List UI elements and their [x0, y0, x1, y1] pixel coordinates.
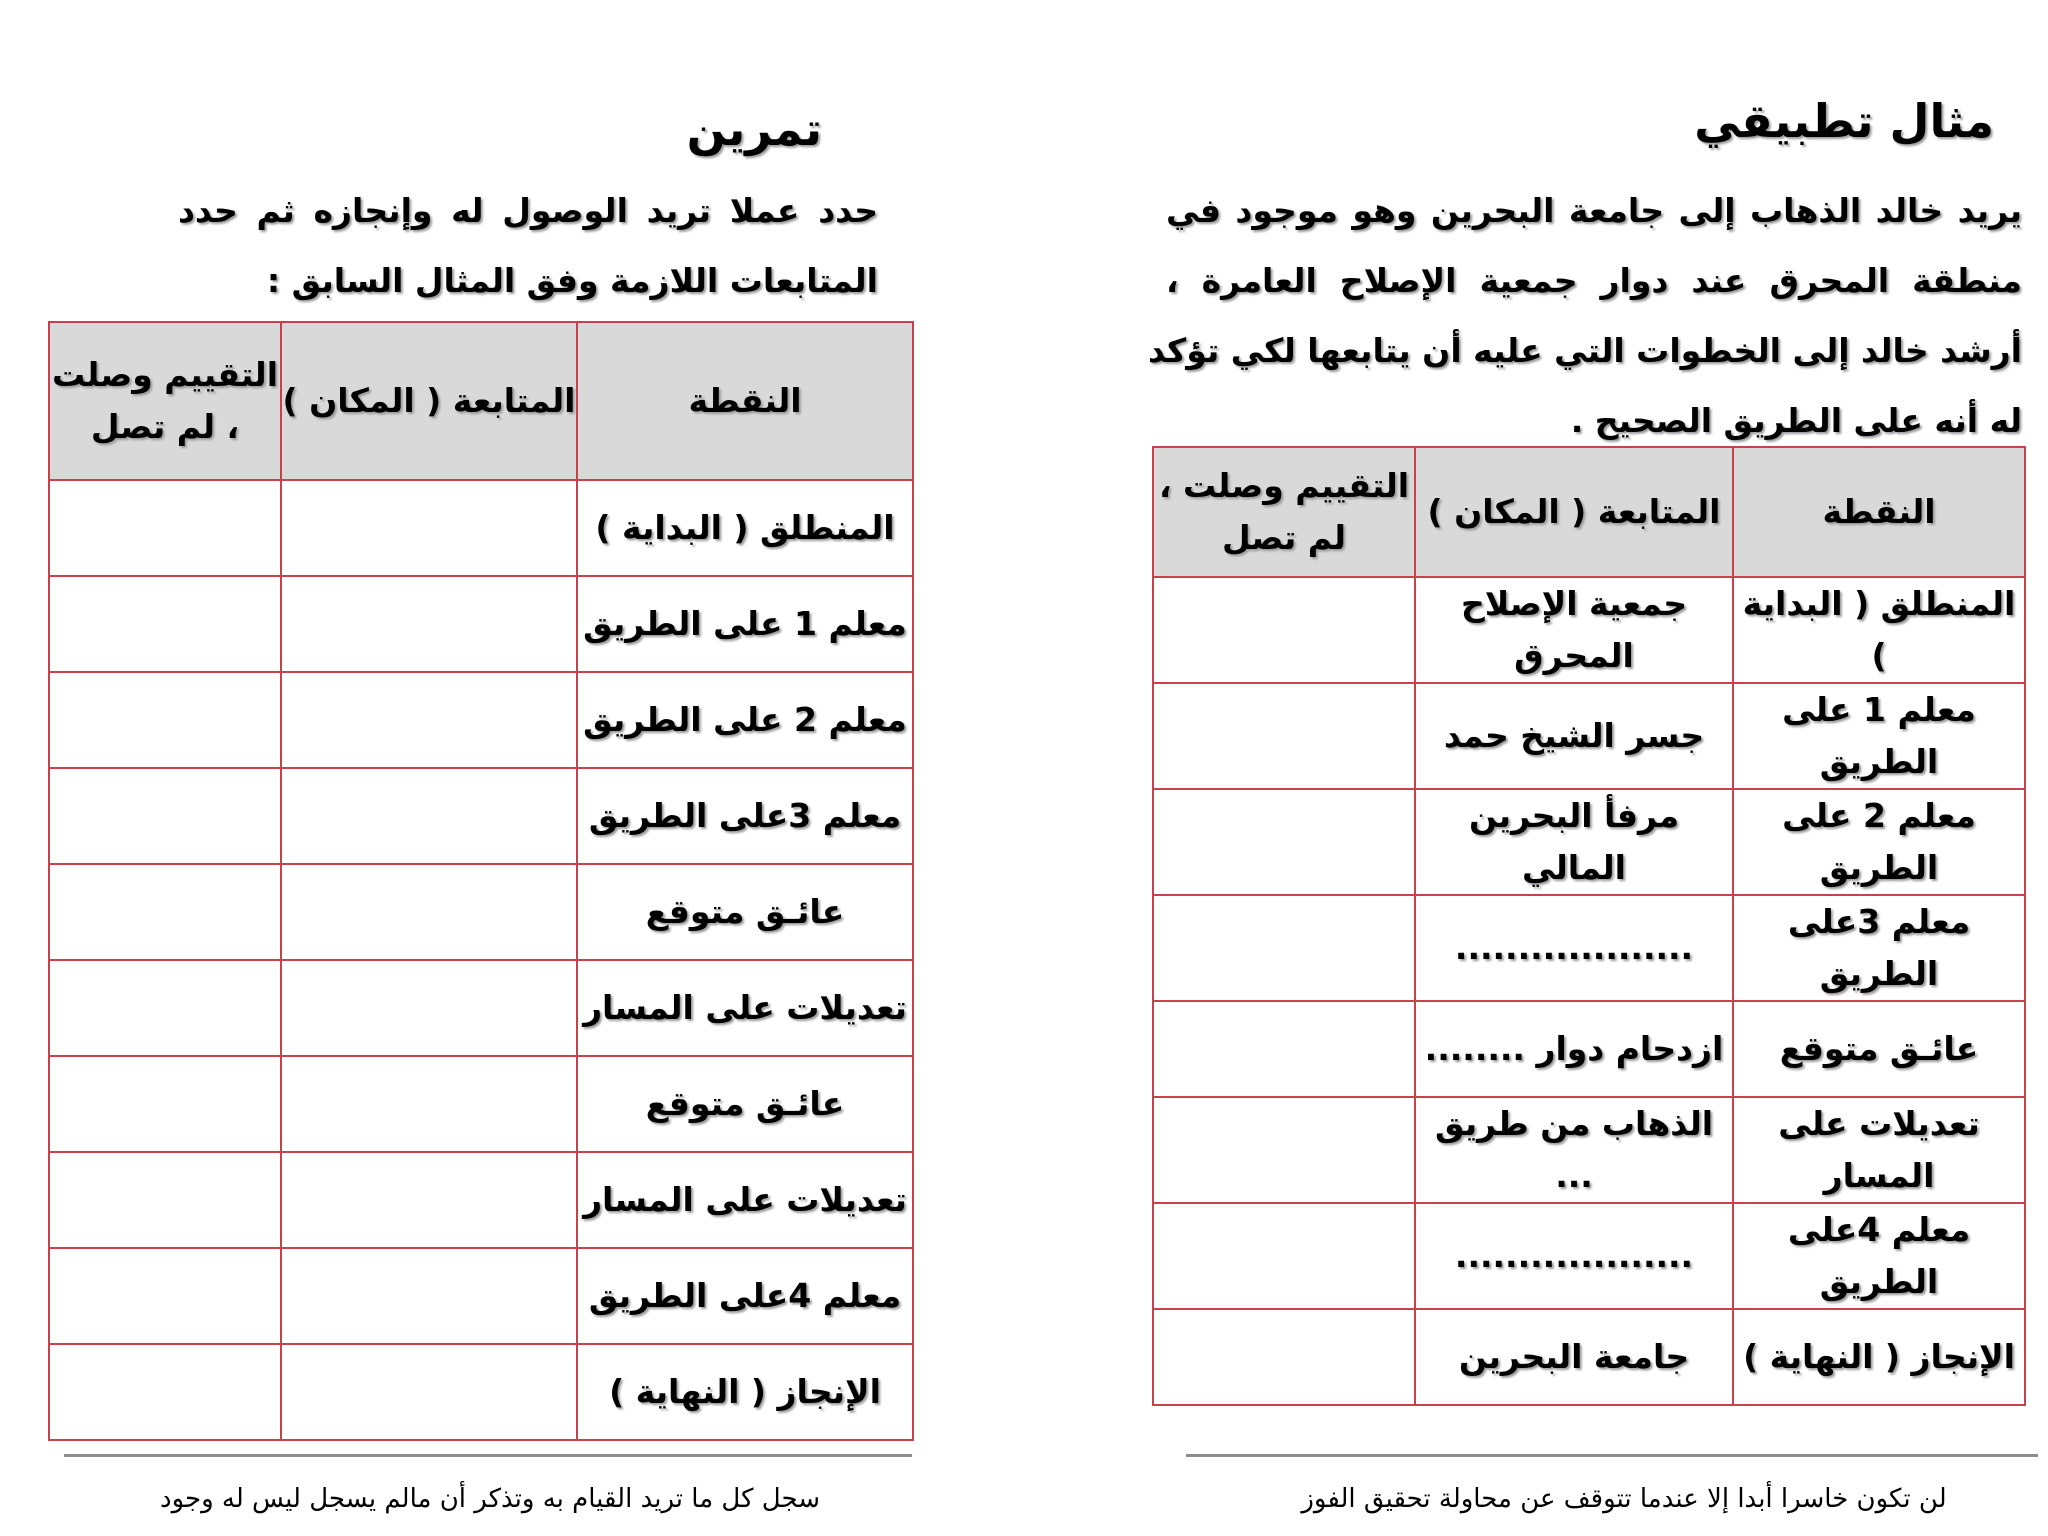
table-row [49, 480, 913, 576]
table-row [1153, 1309, 2025, 1405]
example-title: مثال تطبيقي [1694, 94, 1994, 148]
example-table [1152, 446, 2026, 1406]
table-row [49, 1056, 913, 1152]
cell-followup-input[interactable] [281, 960, 577, 1056]
table-row [49, 576, 913, 672]
cell-evaluation-input[interactable] [49, 672, 281, 768]
cell-followup: الذهاب من طريق ... [1415, 1097, 1733, 1203]
example-page [1024, 0, 2048, 1536]
cell-point: معلم 3على الطريق [577, 768, 913, 864]
cell-followup: جسر الشيخ حمد [1415, 683, 1733, 789]
table-row [1153, 789, 2025, 895]
cell-point: تعديلات على المسار [1733, 1097, 2025, 1203]
cell-point: معلم 1 على الطريق [577, 576, 913, 672]
cell-point: عائـق متوقع [1733, 1001, 2025, 1097]
cell-evaluation-input[interactable] [49, 1248, 281, 1344]
cell-followup: ازدحام دوار ........ [1415, 1001, 1733, 1097]
header-followup: المتابعة ( المكان ) [281, 322, 577, 480]
cell-followup: مرفأ البحرين المالي [1415, 789, 1733, 895]
cell-point: تعديلات على المسار [577, 960, 913, 1056]
paragraph-line: أرشد خالد إلى الخطوات التي عليه أن يتابعها لكي تؤكد [1147, 331, 2022, 370]
table-row [1153, 1203, 2025, 1309]
cell-evaluation-input[interactable] [49, 480, 281, 576]
table-row [49, 1152, 913, 1248]
header-point: النقطة [1733, 447, 2025, 577]
table-row [1153, 895, 2025, 1001]
table-row [49, 960, 913, 1056]
cell-evaluation-input[interactable] [1153, 1203, 1415, 1309]
table-row [49, 1248, 913, 1344]
table-row [1153, 1097, 2025, 1203]
exercise-table [48, 321, 914, 1441]
table-header-row [49, 322, 913, 480]
instruction-line: المتابعات اللازمة وفق المثال السابق : [266, 261, 878, 300]
cell-point: معلم 3على الطريق [1733, 895, 2025, 1001]
cell-point: معلم 4على الطريق [1733, 1203, 2025, 1309]
cell-point: الإنجاز ( النهاية ) [1733, 1309, 2025, 1405]
cell-evaluation-input[interactable] [1153, 683, 1415, 789]
cell-followup-input[interactable] [281, 480, 577, 576]
cell-evaluation-input[interactable] [1153, 789, 1415, 895]
cell-evaluation-input[interactable] [49, 864, 281, 960]
cell-point: المنطلق ( البداية ) [1733, 577, 2025, 683]
cell-followup: ................... [1415, 1203, 1733, 1309]
cell-point: معلم 4على الطريق [577, 1248, 913, 1344]
header-point: النقطة [577, 322, 913, 480]
cell-followup: جامعة البحرين [1415, 1309, 1733, 1405]
header-evaluation: التقييم وصلت ، لم تصل [49, 322, 281, 480]
cell-point: المنطلق ( البداية ) [577, 480, 913, 576]
table-header-row [1153, 447, 2025, 577]
cell-evaluation-input[interactable] [1153, 577, 1415, 683]
cell-followup-input[interactable] [281, 576, 577, 672]
cell-evaluation-input[interactable] [49, 960, 281, 1056]
paragraph-line: له أنه على الطريق الصحيح . [1570, 401, 2022, 440]
footer-divider [1186, 1454, 2038, 1457]
cell-followup-input[interactable] [281, 768, 577, 864]
example-paragraph [1147, 176, 2022, 456]
exercise-title: تمرين [686, 102, 822, 156]
cell-evaluation-input[interactable] [1153, 1001, 1415, 1097]
cell-evaluation-input[interactable] [1153, 1309, 1415, 1405]
exercise-instructions [178, 176, 878, 316]
table-row [49, 1344, 913, 1440]
example-footer: لن تكون خاسرا أبدا إلا عندما تتوقف عن محاولة تحقيق الفوز [1301, 1484, 1947, 1514]
table-row [49, 864, 913, 960]
header-followup: المتابعة ( المكان ) [1415, 447, 1733, 577]
cell-point: الإنجاز ( النهاية ) [577, 1344, 913, 1440]
cell-point: معلم 1 على الطريق [1733, 683, 2025, 789]
header-evaluation: التقييم وصلت ، لم تصل [1153, 447, 1415, 577]
instruction-line: حدد عملا تريد الوصول له وإنجازه ثم حدد [178, 191, 878, 230]
cell-evaluation-input[interactable] [49, 1056, 281, 1152]
cell-evaluation-input[interactable] [1153, 1097, 1415, 1203]
cell-followup-input[interactable] [281, 1248, 577, 1344]
cell-followup: ................... [1415, 895, 1733, 1001]
cell-evaluation-input[interactable] [49, 576, 281, 672]
cell-evaluation-input[interactable] [49, 1152, 281, 1248]
cell-followup: جمعية الإصلاح المحرق [1415, 577, 1733, 683]
cell-point: معلم 2 على الطريق [1733, 789, 2025, 895]
cell-point: عائـق متوقع [577, 864, 913, 960]
cell-followup-input[interactable] [281, 672, 577, 768]
cell-followup-input[interactable] [281, 1152, 577, 1248]
cell-point: عائـق متوقع [577, 1056, 913, 1152]
table-row [49, 768, 913, 864]
cell-followup-input[interactable] [281, 864, 577, 960]
cell-evaluation-input[interactable] [49, 768, 281, 864]
cell-point: تعديلات على المسار [577, 1152, 913, 1248]
paragraph-line: منطقة المحرق عند دوار جمعية الإصلاح العامرة ، [1166, 261, 2022, 300]
exercise-footer: سجل كل ما تريد القيام به وتذكر أن مالم يسجل ليس له وجود [159, 1484, 821, 1514]
table-row [1153, 1001, 2025, 1097]
cell-followup-input[interactable] [281, 1344, 577, 1440]
footer-divider [64, 1454, 912, 1457]
cell-point: معلم 2 على الطريق [577, 672, 913, 768]
cell-evaluation-input[interactable] [49, 1344, 281, 1440]
cell-evaluation-input[interactable] [1153, 895, 1415, 1001]
paragraph-line: يريد خالد الذهاب إلى جامعة البحرين وهو موجود في [1166, 191, 2022, 230]
table-row [1153, 683, 2025, 789]
table-row [49, 672, 913, 768]
table-row [1153, 577, 2025, 683]
cell-followup-input[interactable] [281, 1056, 577, 1152]
